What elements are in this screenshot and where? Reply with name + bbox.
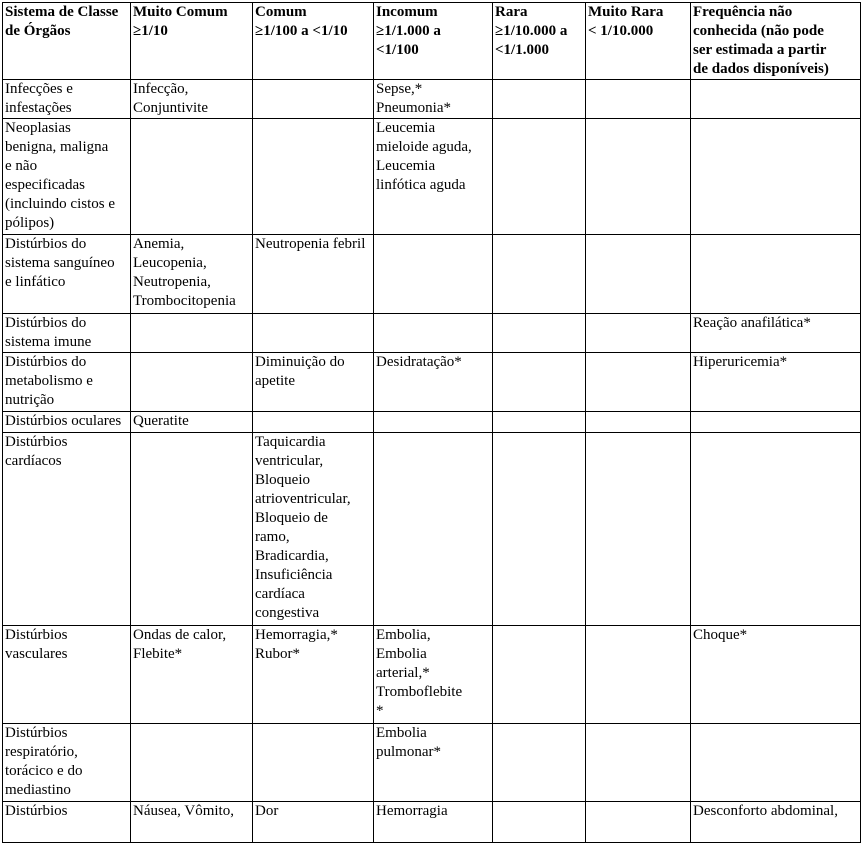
cell-uncommon [374, 353, 493, 412]
cell-line: Diminuição do [255, 354, 345, 370]
cell-rare [493, 314, 586, 353]
cell-line: Queratite [133, 413, 189, 429]
cell-rare [493, 412, 586, 433]
cell-line: Anemia, [133, 236, 185, 252]
cell-uncommon [374, 802, 493, 843]
cell-line: Distúrbios [5, 627, 68, 643]
cell-line: Bradicardia, [255, 548, 329, 564]
cell-line: sistema imune [5, 334, 92, 350]
cell-line: Taquicardia [255, 434, 326, 450]
cell-very-rare [586, 235, 691, 314]
cell-line: e linfático [5, 274, 66, 290]
cell-line: Hemorragia [376, 803, 448, 819]
cell-uncommon [374, 724, 493, 802]
header-system-organ-class [3, 3, 131, 80]
cell-line: Distúrbios [5, 725, 68, 741]
table-row [3, 626, 861, 724]
cell-common [253, 235, 374, 314]
table-row [3, 314, 861, 353]
cell-rare [493, 119, 586, 235]
cell-line: conhecida (não pode [693, 23, 824, 39]
cell-line: Conjuntivite [133, 100, 208, 116]
cell-line: ventricular, [255, 453, 324, 469]
cell-system-organ-class [3, 433, 131, 626]
cell-line: ramo, [255, 529, 290, 545]
cell-rare [493, 235, 586, 314]
cell-line: Reação anafilática* [693, 315, 811, 331]
cell-line: Embolia, [376, 627, 431, 643]
cell-line: de Órgãos [5, 23, 71, 39]
cell-uncommon [374, 119, 493, 235]
cell-very-rare [586, 724, 691, 802]
cell-frequency-unknown [691, 802, 861, 843]
cell-line: Hemorragia,* [255, 627, 338, 643]
cell-line: ≥1/100 a <1/10 [255, 23, 348, 39]
header-row [3, 3, 861, 80]
cell-line: arterial,* [376, 665, 430, 681]
cell-line: Choque* [693, 627, 748, 643]
cell-frequency-unknown [691, 314, 861, 353]
cell-line: Náusea, Vômito, [133, 803, 234, 819]
table-row [3, 119, 861, 235]
cell-very-rare [586, 353, 691, 412]
cell-line: Distúrbios do [5, 354, 87, 370]
cell-system-organ-class [3, 412, 131, 433]
cell-system-organ-class [3, 626, 131, 724]
cell-line: Desidratação* [376, 354, 462, 370]
cell-line: Insuficiência [255, 567, 333, 583]
cell-line: Muito Comum [133, 4, 228, 20]
cell-line: apetite [255, 373, 295, 389]
cell-very-common [131, 314, 253, 353]
cell-system-organ-class [3, 802, 131, 843]
cell-line: linfótica aguda [376, 177, 466, 193]
cell-system-organ-class [3, 80, 131, 119]
cell-line: Rara [495, 4, 528, 20]
cell-system-organ-class [3, 314, 131, 353]
cell-line: Bloqueio [255, 472, 310, 488]
cell-line: Bloqueio de [255, 510, 328, 526]
cell-line: cardíacos [5, 453, 62, 469]
cell-very-common [131, 433, 253, 626]
cell-system-organ-class [3, 235, 131, 314]
cell-frequency-unknown [691, 724, 861, 802]
cell-very-common [131, 412, 253, 433]
cell-line: Incomum [376, 4, 438, 20]
cell-line: e não [5, 158, 38, 174]
cell-very-rare [586, 626, 691, 724]
cell-line: Distúrbios do [5, 315, 87, 331]
table-row [3, 433, 861, 626]
cell-very-common [131, 724, 253, 802]
cell-frequency-unknown [691, 119, 861, 235]
cell-line: Muito Rara [588, 4, 664, 20]
cell-frequency-unknown [691, 235, 861, 314]
cell-line: <1/1.000 [495, 42, 549, 58]
cell-uncommon [374, 80, 493, 119]
cell-system-organ-class [3, 119, 131, 235]
table-row [3, 80, 861, 119]
cell-line: Embolia [376, 725, 427, 741]
cell-frequency-unknown [691, 412, 861, 433]
cell-line: (incluindo cistos e [5, 196, 115, 212]
table-row [3, 802, 861, 843]
cell-line: nutrição [5, 392, 55, 408]
cell-line: pólipos) [5, 215, 55, 231]
cell-common [253, 802, 374, 843]
cell-line: Neutropenia, [133, 274, 211, 290]
table-row [3, 724, 861, 802]
cell-line: Dor [255, 803, 279, 819]
cell-line: Sistema de Classe [5, 4, 119, 20]
cell-common [253, 353, 374, 412]
header-very-rare [586, 3, 691, 80]
cell-rare [493, 626, 586, 724]
cell-common [253, 412, 374, 433]
header-rare [493, 3, 586, 80]
cell-line: Leucemia [376, 158, 436, 174]
cell-line: <1/100 [376, 42, 419, 58]
cell-line: Infecções e [5, 81, 73, 97]
cell-very-rare [586, 80, 691, 119]
cell-line: ≥1/10 [133, 23, 168, 39]
cell-line: Distúrbios do [5, 236, 87, 252]
cell-very-common [131, 626, 253, 724]
header-common [253, 3, 374, 80]
cell-very-rare [586, 314, 691, 353]
cell-line: Leucopenia, [133, 255, 207, 271]
cell-line: Rubor* [255, 646, 300, 662]
cell-common [253, 119, 374, 235]
cell-line: Neoplasias [5, 120, 71, 136]
table-header [3, 3, 861, 80]
cell-line: Flebite* [133, 646, 183, 662]
cell-line: Infecção, [133, 81, 189, 97]
cell-frequency-unknown [691, 80, 861, 119]
header-frequency-unknown [691, 3, 861, 80]
cell-system-organ-class [3, 353, 131, 412]
cell-line: Pneumonia* [376, 100, 451, 116]
cell-system-organ-class [3, 724, 131, 802]
cell-line: * [376, 703, 384, 719]
cell-common [253, 724, 374, 802]
cell-line: Hiperuricemia* [693, 354, 788, 370]
cell-frequency-unknown [691, 626, 861, 724]
header-very-common [131, 3, 253, 80]
cell-line: < 1/10.000 [588, 23, 654, 39]
cell-very-rare [586, 119, 691, 235]
cell-common [253, 314, 374, 353]
table-row [3, 412, 861, 433]
cell-line: Trombocitopenia [133, 293, 236, 309]
cell-very-rare [586, 433, 691, 626]
cell-rare [493, 353, 586, 412]
cell-line: de dados disponíveis) [693, 61, 829, 77]
cell-line: especificadas [5, 177, 85, 193]
cell-line: Embolia [376, 646, 427, 662]
cell-line: mieloide aguda, [376, 139, 472, 155]
cell-line: atrioventricular, [255, 491, 351, 507]
cell-rare [493, 433, 586, 626]
cell-line: Neutropenia febril [255, 236, 366, 252]
cell-uncommon [374, 433, 493, 626]
cell-very-common [131, 802, 253, 843]
cell-line: Desconforto abdominal, [693, 803, 838, 819]
cell-frequency-unknown [691, 433, 861, 626]
cell-common [253, 433, 374, 626]
cell-very-common [131, 119, 253, 235]
cell-line: mediastino [5, 782, 71, 798]
cell-line: respiratório, [5, 744, 78, 760]
cell-line: ≥1/10.000 a [495, 23, 568, 39]
cell-line: benigna, maligna [5, 139, 109, 155]
cell-line: metabolismo e [5, 373, 93, 389]
cell-line: Comum [255, 4, 307, 20]
header-uncommon [374, 3, 493, 80]
table-body [3, 80, 861, 843]
table-row [3, 235, 861, 314]
cell-rare [493, 80, 586, 119]
cell-common [253, 626, 374, 724]
cell-very-common [131, 235, 253, 314]
cell-very-rare [586, 802, 691, 843]
cell-line: congestiva [255, 605, 320, 621]
cell-line: torácico e do [5, 763, 83, 779]
table-row [3, 353, 861, 412]
cell-line: Tromboflebite [376, 684, 463, 700]
cell-uncommon [374, 235, 493, 314]
cell-line: Leucemia [376, 120, 436, 136]
cell-line: Distúrbios [5, 803, 68, 819]
cell-common [253, 80, 374, 119]
cell-rare [493, 802, 586, 843]
cell-line: Sepse,* [376, 81, 423, 97]
cell-line: Ondas de calor, [133, 627, 227, 643]
cell-frequency-unknown [691, 353, 861, 412]
cell-line: Distúrbios oculares [5, 413, 122, 429]
cell-uncommon [374, 412, 493, 433]
cell-line: infestações [5, 100, 72, 116]
adverse-reactions-table [2, 2, 861, 843]
cell-uncommon [374, 626, 493, 724]
cell-uncommon [374, 314, 493, 353]
cell-very-common [131, 353, 253, 412]
cell-line: pulmonar* [376, 744, 441, 760]
cell-line: sistema sanguíneo [5, 255, 115, 271]
cell-very-common [131, 80, 253, 119]
cell-line: ser estimada a partir [693, 42, 827, 58]
cell-line: Distúrbios [5, 434, 68, 450]
cell-line: cardíaca [255, 586, 305, 602]
cell-line: vasculares [5, 646, 68, 662]
cell-line: Frequência não [693, 4, 793, 20]
cell-very-rare [586, 412, 691, 433]
cell-line: ≥1/1.000 a [376, 23, 441, 39]
cell-rare [493, 724, 586, 802]
